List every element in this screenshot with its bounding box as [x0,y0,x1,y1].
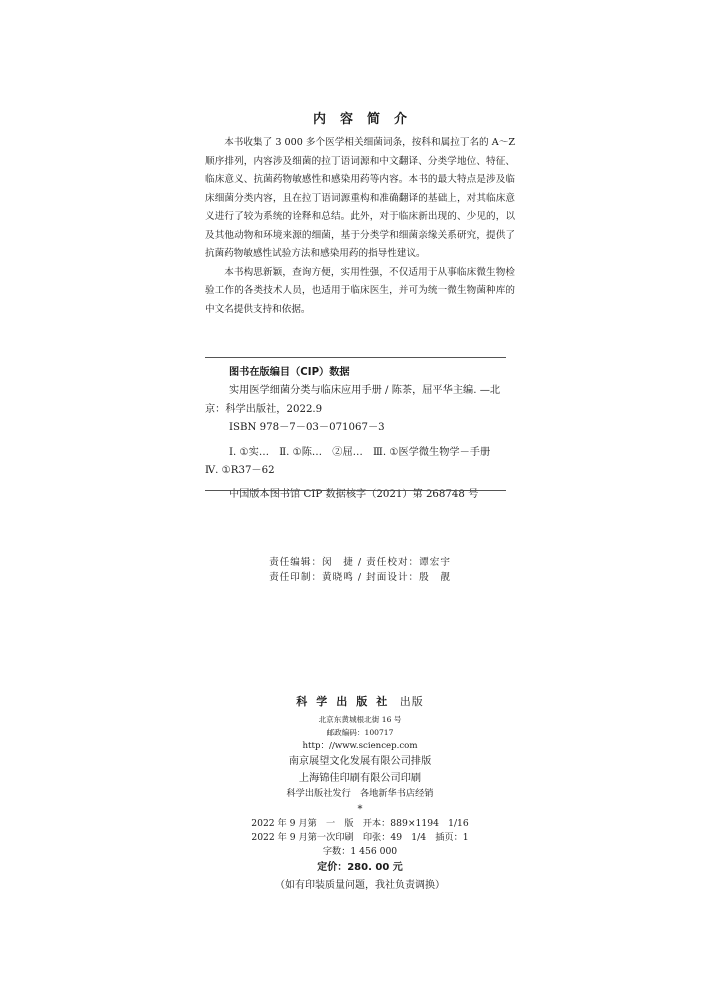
cip-record: 实用医学细菌分类与临床应用手册 / 陈茶，屈平华主编. —北京：科学出版社，2022.9 [205,385,501,415]
editor-credit-line: 责任印制：黄晓鸣 / 封面设计：殷 靓 [269,572,451,583]
summary-title: 内容简介 [312,112,421,127]
cip-classification: Ⅰ. ①实… Ⅱ. ①陈… ②屈… Ⅲ. ①医学微生物学－手册 Ⅳ. ①R37－62 [205,446,501,477]
printing-info: 2022 年 9 月第一次印刷 印张：49 1/4 插页：1 [251,832,469,843]
publisher-address: 北京东黄城根北街 16 号 [318,715,402,724]
publisher-logo-name: 科学出版社 [296,695,397,708]
summary-paragraph: 本书收集了 3 000 多个医学相关细菌词条，按科和属拉丁名的 A～Z 顺序排列，内容涉及细菌的拉丁语词源和中文翻译、分类学地位、特征、临床意义、抗菌药物敏感性和感染用药等内容。本书的最大特点是涉及临床细菌分类内容，且在拉丁语词源重构和准确翻译的基础上，对其临床意义进行了较为系统的诠释和总结。此外，对于临床新出现的、少见的，以及其他动物和环境来源的细菌，基于分类学和细菌亲缘关系研究，提供了抗菌药物敏感性试验方法和感染用药的指导性建议。 [205,137,515,259]
word-count: 字数：1 456 000 [322,846,398,857]
cip-bottom-rule [205,490,506,491]
cip-top-rule [205,357,506,358]
cip-isbn: ISBN 978－7－03－071067－3 [229,422,385,434]
publisher-postcode: 邮政编码：100717 [326,728,394,737]
publisher-url: http：//www.sciencep.com [302,741,418,751]
summary-body [205,134,515,319]
separator-star: * [357,804,363,815]
editor-credit-line: 责任编辑：闵 捷 / 责任校对：谭宏宇 [269,557,451,568]
cip-block [205,364,506,505]
typesetter: 南京展望文化发展有限公司排版 [288,756,432,767]
publisher-block [0,691,720,895]
distribution: 科学出版社发行 各地新华书店经销 [286,788,434,799]
publisher-line [0,691,720,713]
edition-info: 2022 年 9 月第 一 版 开本：889×1194 1/16 [251,818,469,829]
cip-heading: 图书在版编目（CIP）数据 [229,367,350,378]
summary-paragraph: 本书构思新颖，查询方便，实用性强，不仅适用于从事临床微生物检验工作的各类技术人员，也适用于临床医生，并可为统一微生物菌种库的中文名提供支持和依据。 [205,266,515,315]
quality-note: （如有印装质量问题，我社负责调换） [275,880,445,891]
publisher-suffix: 出版 [399,695,424,708]
price: 定价：280. 00 元 [317,862,403,873]
printer: 上海锦佳印刷有限公司印刷 [298,773,422,784]
cip-verification: 中国版本图书馆 CIP 数据核字（2021）第 268748 号 [229,489,479,501]
editor-credits [0,555,720,585]
